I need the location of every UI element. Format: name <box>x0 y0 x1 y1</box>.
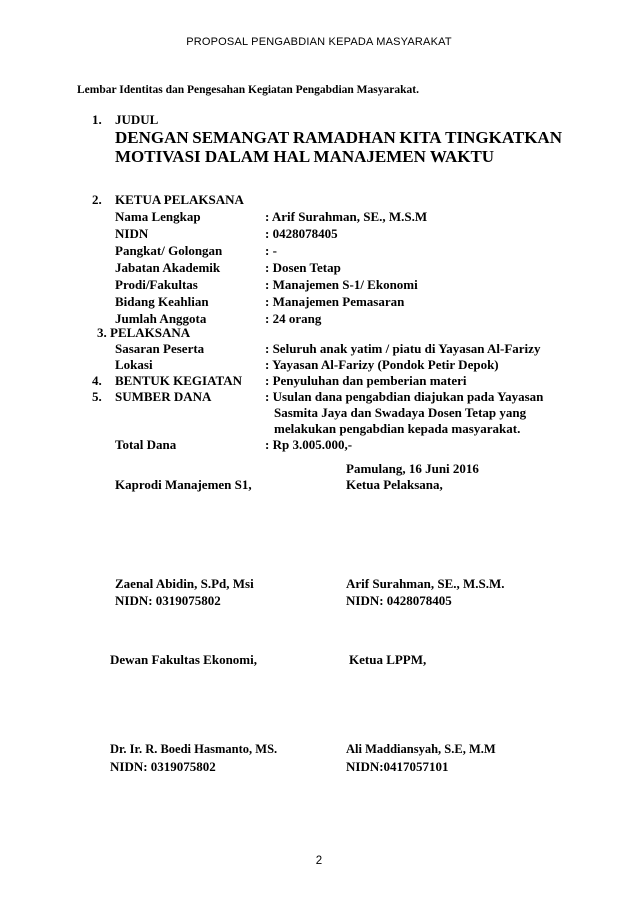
total-dana-label: Total Dana <box>115 437 177 452</box>
field-value: : 0428078405 <box>265 226 338 241</box>
ketua-name: Arif Surahman, SE., M.S.M. <box>346 576 505 591</box>
kaprodi-title: Kaprodi Manajemen S1, <box>115 477 252 492</box>
field-value: : Manajemen Pemasaran <box>265 294 405 309</box>
place-date: Pamulang, 16 Juni 2016 <box>346 461 479 476</box>
dekan-nidn: NIDN: 0319075802 <box>110 759 216 774</box>
ketua-number: 2. <box>92 192 102 207</box>
dekan-name: Dr. Ir. R. Boedi Hasmanto, MS. <box>110 742 278 756</box>
ketua-label: KETUA PELAKSANA <box>115 192 244 207</box>
field-label: Bidang Keahlian <box>115 294 209 309</box>
field-label: Pangkat/ Golongan <box>115 243 223 258</box>
ketua-pelaksana-title: Ketua Pelaksana, <box>346 477 443 492</box>
kaprodi-nidn: NIDN: 0319075802 <box>115 593 221 608</box>
lppm-nidn: NIDN:0417057101 <box>346 759 449 774</box>
sumber-value-line: : Usulan dana pengabdian diajukan pada Yayasan <box>265 389 544 404</box>
field-label: Prodi/Fakultas <box>115 277 198 292</box>
bentuk-label: BENTUK KEGIATAN <box>115 373 243 388</box>
sumber-value-line: Sasmita Jaya dan Swadaya Dosen Tetap yang <box>274 405 527 420</box>
total-dana-value: : Rp 3.005.000,- <box>265 437 353 452</box>
title-word: SEMANGAT <box>192 128 290 147</box>
judul-title-line1 <box>115 128 562 148</box>
field-value: : Dosen Tetap <box>265 260 341 275</box>
sumber-value-line: melakukan pengabdian kepada masyarakat. <box>274 421 521 436</box>
ketua-nidn: NIDN: 0428078405 <box>346 593 452 608</box>
dekan-title: Dewan Fakultas Ekonomi, <box>110 652 257 667</box>
lppm-name: Ali Maddiansyah, S.E, M.M <box>346 742 496 756</box>
sasaran-value: : Seluruh anak yatim / piatu di Yayasan Al-Farizy <box>265 341 541 356</box>
title-word: RAMADHAN <box>292 128 396 147</box>
lppm-title: Ketua LPPM, <box>349 652 427 667</box>
lokasi-value: : Yayasan Al-Farizy (Pondok Petir Depok) <box>265 357 499 372</box>
pelaksana-label: 3. PELAKSANA <box>97 325 191 340</box>
running-header: PROPOSAL PENGABDIAN KEPADA MASYARAKAT <box>186 36 452 48</box>
bentuk-value: : Penyuluhan dan pemberian materi <box>265 373 467 388</box>
judul-number: 1. <box>92 112 102 127</box>
sumber-label: SUMBER DANA <box>115 389 212 404</box>
intro-heading: Lembar Identitas dan Pengesahan Kegiatan Pengabdian Masyarakat. <box>77 84 419 96</box>
field-value: : 24 orang <box>265 311 322 326</box>
title-word: DENGAN <box>115 128 189 147</box>
title-word: KITA <box>399 128 442 147</box>
page-number: 2 <box>315 855 323 867</box>
kaprodi-name: Zaenal Abidin, S.Pd, Msi <box>115 576 254 591</box>
field-value: : Arif Surahman, SE., M.S.M <box>265 209 428 224</box>
lokasi-label: Lokasi <box>115 357 153 372</box>
bentuk-number: 4. <box>92 373 102 388</box>
judul-label: JUDUL <box>115 112 159 127</box>
field-label: Jabatan Akademik <box>115 260 221 275</box>
field-value: : Manajemen S-1/ Ekonomi <box>265 277 418 292</box>
title-word: TINGKATKAN <box>445 128 562 147</box>
sasaran-label: Sasaran Peserta <box>115 341 205 356</box>
judul-title-line2: MOTIVASI DALAM HAL MANAJEMEN WAKTU <box>115 147 495 166</box>
field-label: Nama Lengkap <box>115 209 201 224</box>
field-label: NIDN <box>115 226 149 241</box>
field-label: Jumlah Anggota <box>115 311 207 326</box>
sumber-number: 5. <box>92 389 102 404</box>
field-value: : - <box>265 243 277 258</box>
